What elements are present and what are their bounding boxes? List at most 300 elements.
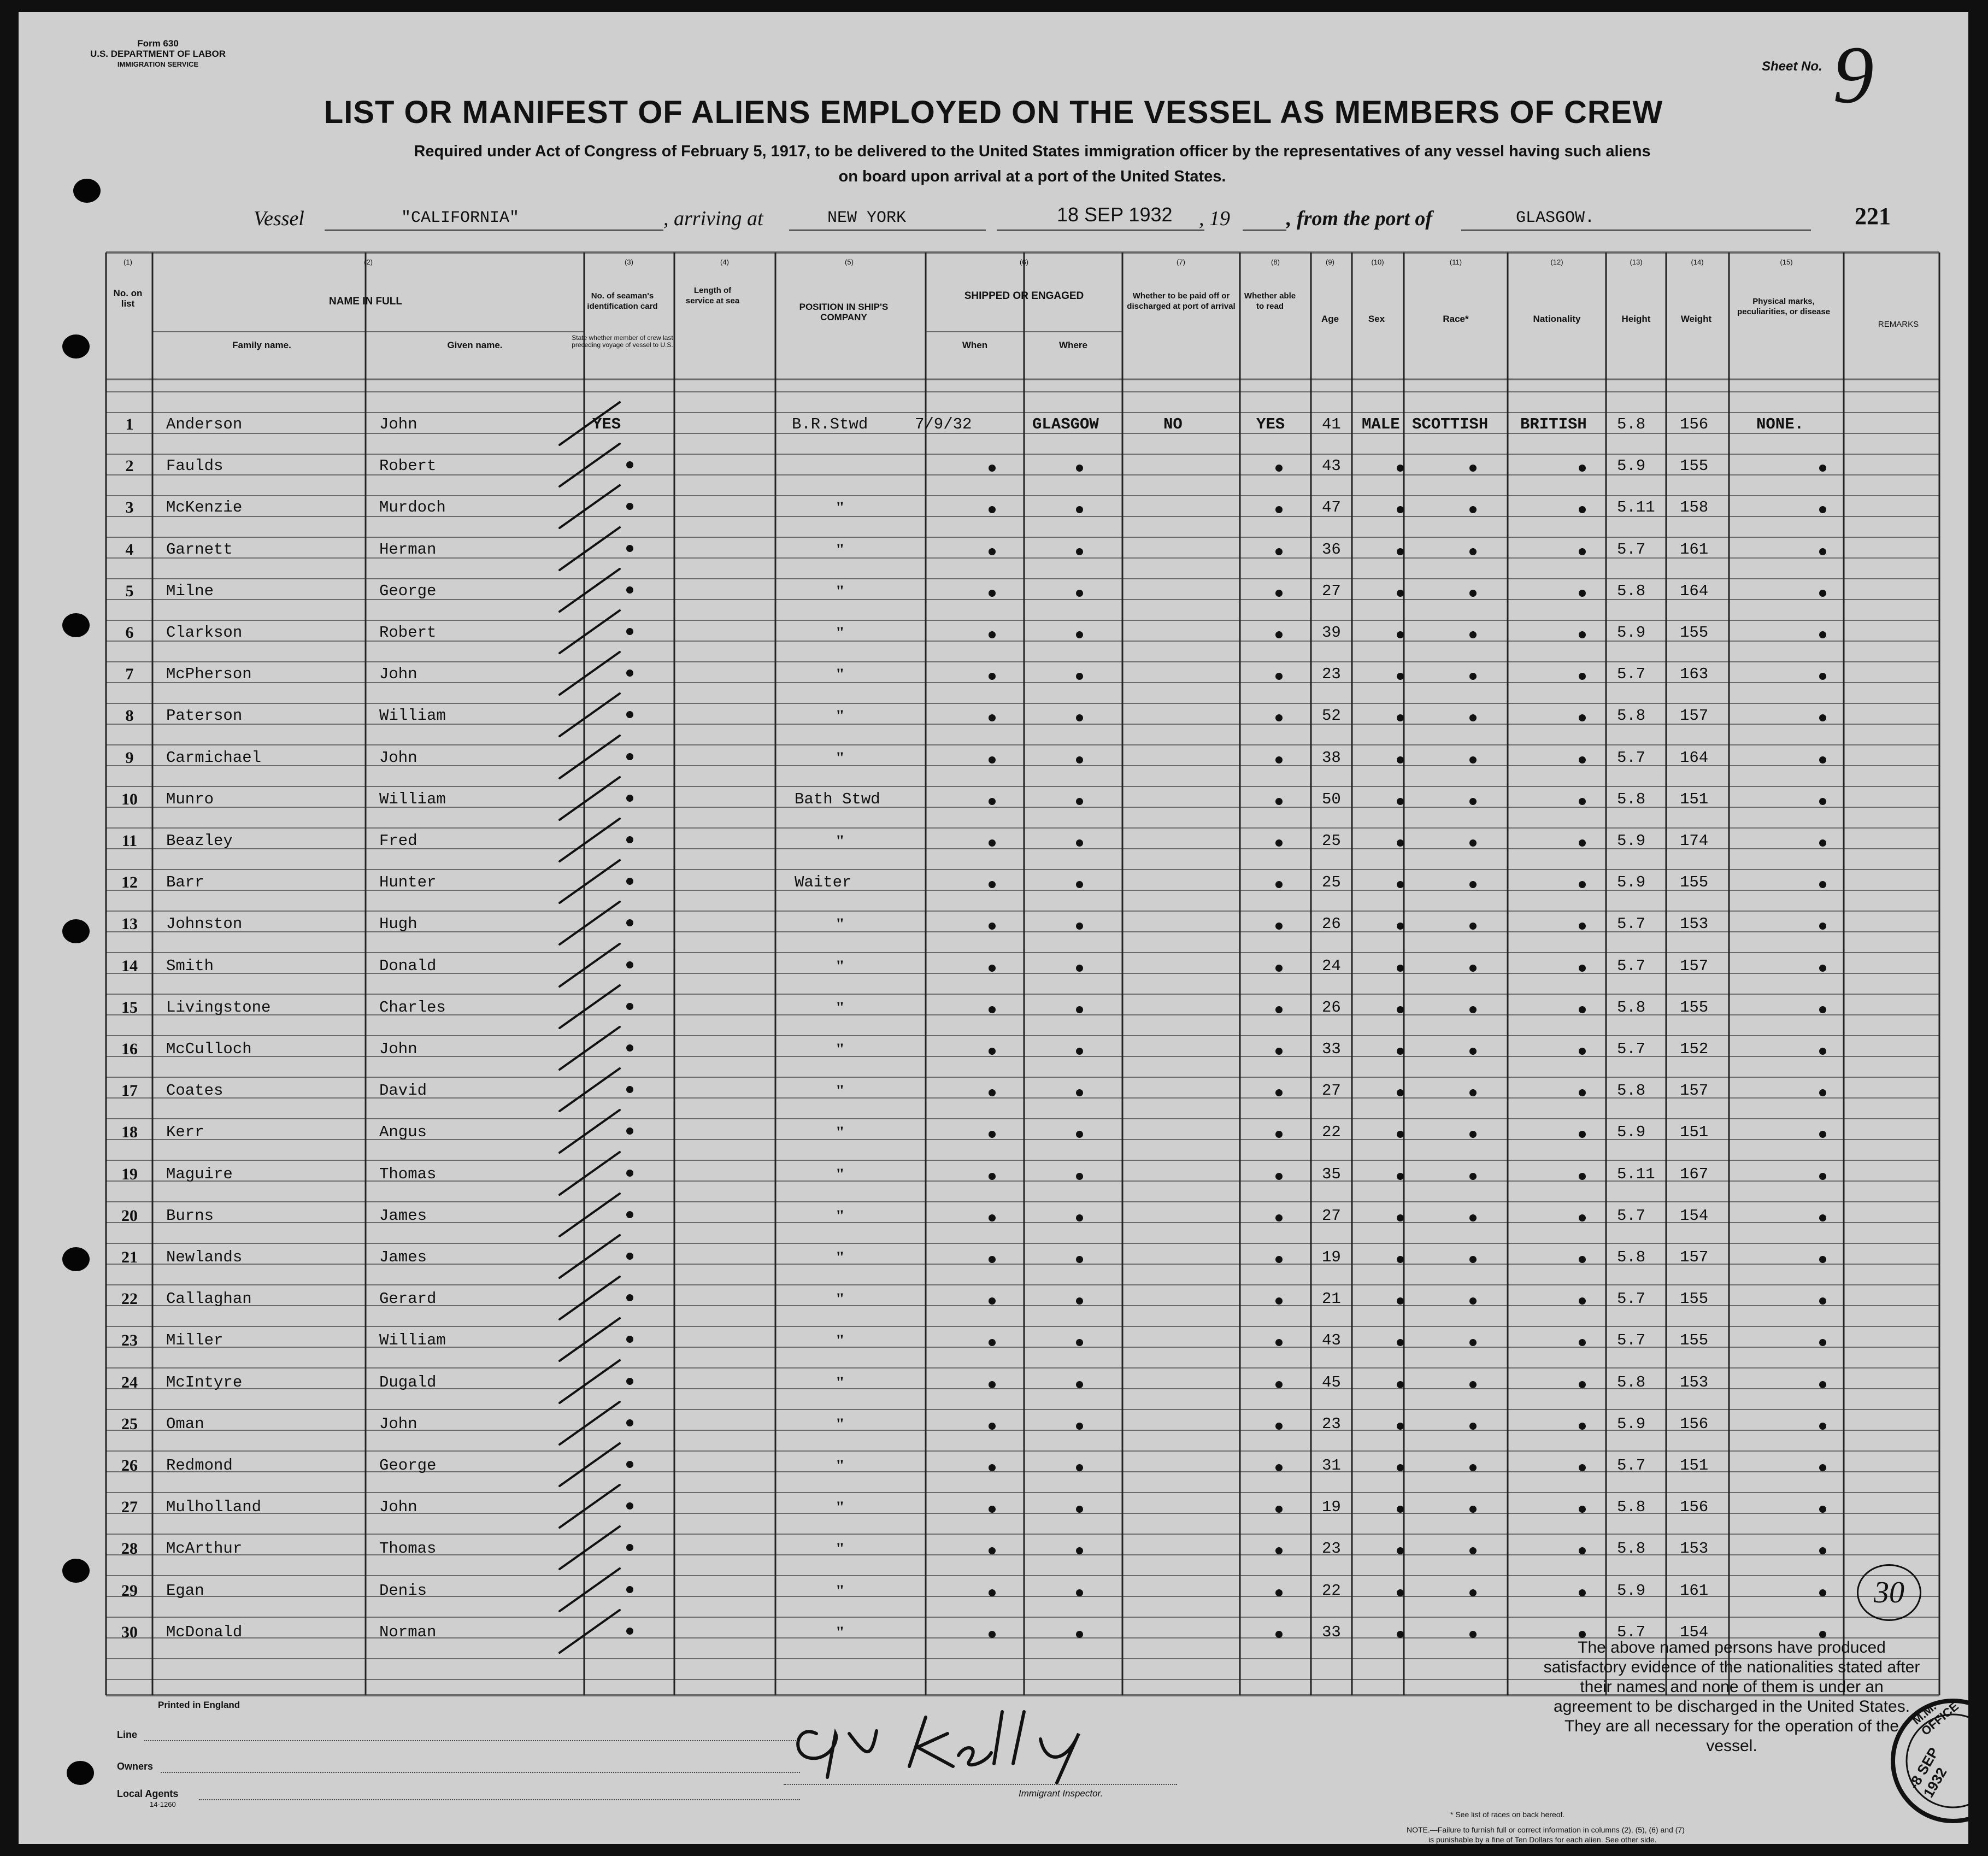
ditto-mark	[1819, 673, 1826, 680]
age: 22	[1322, 1582, 1341, 1600]
check-mark	[560, 1526, 620, 1569]
weight: 157	[1680, 957, 1709, 975]
ditto-mark	[626, 1628, 633, 1635]
ditto-mark	[1819, 839, 1826, 847]
sheet-number-value: 9	[1833, 30, 1874, 120]
family-name: Livingstone	[166, 999, 271, 1017]
ditto-mark	[626, 878, 633, 885]
position-ditto: "	[836, 582, 845, 600]
subtitle-line-1: Required under Act of Congress of February 5, 1917, to be delivered to the United States immigration officer by the representatives of any vessel having such aliens	[414, 143, 1651, 160]
ditto-mark	[1397, 1506, 1404, 1513]
ditto-mark	[1579, 1048, 1586, 1055]
family-name: Burns	[166, 1207, 214, 1225]
ditto-mark	[1397, 1173, 1404, 1180]
first-when-value: 7/9/32	[915, 415, 972, 433]
ditto-mark	[1076, 965, 1083, 972]
ditto-mark	[1275, 1256, 1283, 1263]
ditto-mark	[1076, 1048, 1083, 1055]
ditto-mark	[1469, 1006, 1477, 1013]
ditto-mark	[989, 1506, 996, 1513]
ditto-mark	[1076, 923, 1083, 930]
height: 5.7	[1617, 1623, 1646, 1641]
ditto-mark	[989, 1547, 996, 1554]
ditto-mark	[1275, 756, 1283, 763]
ditto-mark	[989, 1006, 996, 1013]
form-number: Form 630	[137, 38, 179, 49]
ditto-mark	[1076, 1089, 1083, 1096]
row-number: 21	[121, 1248, 138, 1266]
check-mark	[560, 485, 620, 528]
manifest-number: 221	[1855, 203, 1891, 230]
ditto-mark	[1076, 548, 1083, 555]
check-mark	[560, 610, 620, 653]
given-name: Robert	[379, 624, 437, 642]
row-number: 10	[121, 790, 138, 808]
height: 5.7	[1617, 915, 1646, 933]
position-ditto: "	[836, 1582, 845, 1600]
ditto-mark	[1469, 1506, 1477, 1513]
check-mark	[560, 1569, 620, 1611]
ditto-mark	[1819, 506, 1826, 513]
ditto-mark	[1397, 1297, 1404, 1305]
first-where-value: GLASGOW	[1032, 415, 1099, 433]
position-ditto: "	[836, 541, 845, 559]
ditto-mark	[1579, 1131, 1586, 1138]
ditto-mark	[1076, 1381, 1083, 1388]
check-mark	[560, 1360, 620, 1403]
row-number: 18	[121, 1123, 138, 1141]
given-name: Dugald	[379, 1373, 437, 1391]
age: 25	[1322, 832, 1341, 850]
ditto-mark	[1275, 590, 1283, 597]
check-mark	[560, 1610, 620, 1653]
family-name: Beazley	[166, 832, 233, 850]
ditto-mark	[626, 753, 633, 760]
ditto-mark	[1076, 1339, 1083, 1346]
ditto-mark	[1397, 1256, 1404, 1263]
arrival-date-stamp: 18 SEP 1932	[1057, 203, 1173, 226]
given-name: William	[379, 707, 446, 725]
ditto-mark	[989, 465, 996, 472]
check-mark	[560, 1110, 620, 1153]
header-height: Height	[1621, 314, 1651, 324]
ditto-mark	[1397, 1589, 1404, 1596]
subtitle-line-2: on board upon arrival at a port of the United States.	[838, 168, 1226, 185]
row-number: 26	[121, 1456, 138, 1475]
weight: 174	[1680, 832, 1709, 850]
from-port-label: , from the port of	[1286, 207, 1433, 230]
weight: 157	[1680, 1248, 1709, 1266]
ditto-mark	[1819, 798, 1826, 805]
family-name: Redmond	[166, 1456, 233, 1475]
given-name: Thomas	[379, 1165, 437, 1183]
ditto-mark	[989, 1048, 996, 1055]
column-number: (12)	[1550, 258, 1563, 266]
position-ditto: "	[836, 1415, 845, 1433]
ditto-mark	[989, 923, 996, 930]
weight: 151	[1680, 1123, 1709, 1141]
ditto-mark	[626, 1253, 633, 1260]
family-name: Newlands	[166, 1248, 243, 1266]
weight: 164	[1680, 749, 1709, 767]
ditto-mark	[989, 1297, 996, 1305]
weight: 157	[1680, 1082, 1709, 1100]
ditto-mark	[626, 919, 633, 926]
height: 5.7	[1617, 1207, 1646, 1225]
ditto-mark	[1469, 881, 1477, 888]
weight: 161	[1680, 541, 1709, 559]
ditto-mark	[1076, 798, 1083, 805]
check-mark	[560, 1318, 620, 1361]
age: 45	[1322, 1373, 1341, 1391]
height: 5.9	[1617, 1123, 1646, 1141]
given-name: John	[379, 749, 417, 767]
ditto-mark	[1397, 714, 1404, 721]
height: 5.7	[1617, 1040, 1646, 1058]
position-ditto: "	[836, 707, 845, 725]
ditto-mark	[1397, 1631, 1404, 1638]
ditto-mark	[1076, 631, 1083, 638]
ditto-mark	[1076, 1464, 1083, 1471]
check-mark	[560, 1194, 620, 1236]
column-number: (6)	[1020, 258, 1028, 266]
ditto-mark	[1579, 1089, 1586, 1096]
family-name: Garnett	[166, 541, 233, 559]
page-title: LIST OR MANIFEST OF ALIENS EMPLOYED ON THE VESSEL AS MEMBERS OF CREW	[324, 95, 1663, 130]
height: 5.8	[1617, 1498, 1646, 1516]
ditto-mark	[1275, 923, 1283, 930]
ditto-mark	[1076, 881, 1083, 888]
height: 5.8	[1617, 582, 1646, 600]
ditto-mark	[1275, 1048, 1283, 1055]
ditto-mark	[1397, 756, 1404, 763]
position-ditto: "	[836, 665, 845, 683]
from-port-value: GLASGOW.	[1516, 209, 1595, 227]
ditto-mark	[1397, 1381, 1404, 1388]
ditto-mark	[1579, 1173, 1586, 1180]
ditto-mark	[1469, 1339, 1477, 1346]
row-number: 16	[121, 1040, 138, 1058]
weight: 151	[1680, 1456, 1709, 1475]
ditto-mark	[1275, 1631, 1283, 1638]
service-name: IMMIGRATION SERVICE	[117, 60, 199, 68]
ditto-mark	[626, 1378, 633, 1385]
owners-label: Owners	[117, 1761, 154, 1772]
position-ditto: "	[836, 1373, 845, 1391]
ditto-mark	[1819, 1506, 1826, 1513]
ditto-mark	[1579, 590, 1586, 597]
given-name: William	[379, 1331, 446, 1349]
ditto-mark	[1819, 1131, 1826, 1138]
fine-note-1: NOTE.—Failure to furnish full or correct information in columns (2), (5), (6) and (7)	[1407, 1825, 1685, 1834]
ditto-mark	[1076, 465, 1083, 472]
ditto-mark	[1819, 1173, 1826, 1180]
header-length-service: Length of service at sea	[685, 286, 740, 306]
ditto-mark	[1579, 465, 1586, 472]
given-name: Angus	[379, 1123, 427, 1141]
height: 5.8	[1617, 1248, 1646, 1266]
manifest-sheet	[19, 12, 1968, 1844]
column-number: (2)	[364, 258, 373, 266]
family-name: Anderson	[166, 415, 243, 433]
ditto-mark	[1076, 1173, 1083, 1180]
vessel-value: "CALIFORNIA"	[401, 209, 520, 227]
weight: 156	[1680, 415, 1709, 433]
ditto-mark	[989, 1631, 996, 1638]
column-number: (5)	[845, 258, 854, 266]
ditto-mark	[1397, 1464, 1404, 1471]
ditto-mark	[1275, 965, 1283, 972]
check-mark	[560, 1485, 620, 1528]
ditto-mark	[626, 545, 633, 552]
ditto-mark	[989, 965, 996, 972]
ditto-mark	[1579, 1339, 1586, 1346]
header-given-name: Given name.	[447, 340, 503, 350]
row-number: 5	[125, 582, 134, 600]
header-where: Where	[1059, 340, 1087, 350]
ditto-mark	[1469, 1089, 1477, 1096]
ditto-mark	[626, 461, 633, 468]
column-number: (7)	[1177, 258, 1185, 266]
age: 27	[1322, 1207, 1341, 1225]
row-number: 4	[125, 541, 134, 559]
given-name: George	[379, 1456, 437, 1475]
ditto-mark	[1579, 923, 1586, 930]
height: 5.7	[1617, 749, 1646, 767]
row-number: 17	[121, 1082, 138, 1100]
column-number: (14)	[1691, 258, 1704, 266]
given-name: Donald	[379, 957, 437, 975]
row-number: 15	[121, 999, 138, 1017]
age: 41	[1322, 415, 1341, 433]
first-position-value: B.R.Stwd	[792, 415, 868, 433]
ditto-mark	[1076, 1214, 1083, 1221]
ditto-mark	[1819, 1089, 1826, 1096]
ditto-mark	[626, 1044, 633, 1052]
ditto-mark	[626, 1170, 633, 1177]
age: 19	[1322, 1248, 1341, 1266]
ditto-mark	[626, 711, 633, 718]
ditto-mark	[1469, 631, 1477, 638]
weight: 156	[1680, 1415, 1709, 1433]
ditto-mark	[1819, 1631, 1826, 1638]
ditto-mark	[1076, 839, 1083, 847]
ditto-mark	[1397, 548, 1404, 555]
first-seaman-value: YES	[592, 415, 621, 433]
age: 27	[1322, 582, 1341, 600]
ditto-mark	[1819, 881, 1826, 888]
height: 5.8	[1617, 707, 1646, 725]
check-mark	[560, 902, 620, 944]
age: 26	[1322, 999, 1341, 1017]
ditto-mark	[1819, 714, 1826, 721]
printed-in: Printed in England	[158, 1700, 240, 1710]
age: 19	[1322, 1498, 1341, 1516]
given-name: Gerard	[379, 1290, 437, 1308]
position-ditto: "	[836, 832, 845, 850]
ditto-mark	[1469, 1381, 1477, 1388]
check-mark	[560, 985, 620, 1028]
ditto-mark	[989, 1256, 996, 1263]
ditto-mark	[989, 673, 996, 680]
weight: 167	[1680, 1165, 1709, 1183]
height: 5.7	[1617, 957, 1646, 975]
ditto-mark	[989, 1131, 996, 1138]
ditto-mark	[626, 1003, 633, 1010]
position-ditto: "	[836, 1123, 845, 1141]
first-physical-value: NONE.	[1756, 415, 1804, 433]
ditto-mark	[1275, 881, 1283, 888]
row-number: 6	[125, 624, 134, 642]
ditto-mark	[1819, 756, 1826, 763]
row-number: 13	[121, 915, 138, 933]
position-ditto: "	[836, 957, 845, 975]
height: 5.7	[1617, 541, 1646, 559]
age: 43	[1322, 457, 1341, 475]
ditto-mark	[989, 548, 996, 555]
ditto-mark	[1275, 798, 1283, 805]
ditto-mark	[1397, 881, 1404, 888]
ditto-mark	[1076, 1423, 1083, 1430]
position-ditto: "	[836, 1498, 845, 1516]
row-number: 28	[121, 1540, 138, 1558]
ditto-mark	[1275, 1297, 1283, 1305]
height: 5.8	[1617, 1373, 1646, 1391]
height: 5.8	[1617, 790, 1646, 808]
row-number: 23	[121, 1331, 138, 1349]
ditto-mark	[1076, 1631, 1083, 1638]
age: 23	[1322, 665, 1341, 683]
weight: 155	[1680, 873, 1709, 891]
ditto-mark	[989, 1423, 996, 1430]
ditto-mark	[626, 836, 633, 843]
check-mark	[560, 736, 620, 778]
races-note: * See list of races on back hereof.	[1450, 1810, 1565, 1819]
family-name: McCulloch	[166, 1040, 252, 1058]
check-mark	[560, 1402, 620, 1444]
ditto-mark	[1397, 1048, 1404, 1055]
position-ditto: "	[836, 1623, 845, 1641]
given-name: John	[379, 1498, 417, 1516]
age: 38	[1322, 749, 1341, 767]
check-mark	[560, 694, 620, 736]
first-race-value: SCOTTISH	[1412, 415, 1489, 433]
ditto-mark	[1819, 1339, 1826, 1346]
column-number: (11)	[1449, 258, 1462, 266]
ditto-mark	[1579, 714, 1586, 721]
position-ditto: "	[836, 915, 845, 933]
given-name: Fred	[379, 832, 417, 850]
age: 24	[1322, 957, 1341, 975]
family-name: Miller	[166, 1331, 223, 1349]
sheet-number-label: Sheet No.	[1762, 59, 1822, 74]
age: 25	[1322, 873, 1341, 891]
age: 23	[1322, 1415, 1341, 1433]
local-agents-label: Local Agents	[117, 1788, 179, 1799]
ditto-mark	[1819, 590, 1826, 597]
ditto-mark	[1579, 756, 1586, 763]
age: 33	[1322, 1623, 1341, 1641]
row-number: 9	[125, 749, 134, 767]
row-number: 12	[121, 873, 138, 891]
year-label: , 19	[1199, 207, 1230, 230]
ditto-mark	[1819, 548, 1826, 555]
column-number: (10)	[1371, 258, 1384, 266]
column-number: (13)	[1630, 258, 1643, 266]
ditto-mark	[1469, 673, 1477, 680]
ditto-mark	[1275, 1173, 1283, 1180]
arriving-label: , arriving at	[663, 207, 763, 230]
ditto-mark	[1819, 1048, 1826, 1055]
given-name: Thomas	[379, 1540, 437, 1558]
header-position: POSITION IN SHIP'S COMPANY	[799, 302, 889, 322]
ditto-mark	[1819, 1381, 1826, 1388]
header-sex: Sex	[1368, 314, 1385, 324]
ditto-mark	[1397, 1006, 1404, 1013]
ditto-mark	[626, 1586, 633, 1593]
given-name: John	[379, 1040, 417, 1058]
weight: 157	[1680, 707, 1709, 725]
ditto-mark	[1579, 506, 1586, 513]
ditto-mark	[1469, 1464, 1477, 1471]
family-name: Callaghan	[166, 1290, 252, 1308]
ditto-mark	[1579, 1381, 1586, 1388]
family-name: Kerr	[166, 1123, 204, 1141]
check-mark	[560, 860, 620, 903]
given-name: Murdoch	[379, 498, 446, 516]
ditto-mark	[1579, 1006, 1586, 1013]
ditto-mark	[989, 714, 996, 721]
ditto-mark	[1469, 1589, 1477, 1596]
ditto-mark	[1469, 923, 1477, 930]
ditto-mark	[1819, 631, 1826, 638]
row-number: 14	[121, 957, 138, 975]
ditto-mark	[1819, 1464, 1826, 1471]
column-number: (15)	[1780, 258, 1793, 266]
height: 5.11	[1617, 498, 1655, 516]
ditto-mark	[1579, 798, 1586, 805]
ditto-mark	[1275, 548, 1283, 555]
ditto-mark	[1275, 1131, 1283, 1138]
ditto-mark	[1579, 881, 1586, 888]
line-label: Line	[117, 1729, 138, 1740]
weight: 161	[1680, 1582, 1709, 1600]
stamp-office: M.M. OFFICE	[1909, 1699, 1961, 1738]
ditto-mark	[626, 628, 633, 635]
ditto-mark	[989, 1214, 996, 1221]
ditto-mark	[1275, 1339, 1283, 1346]
height: 5.7	[1617, 1331, 1646, 1349]
ditto-mark	[1397, 1339, 1404, 1346]
position-ditto: "	[836, 1540, 845, 1558]
weight: 156	[1680, 1498, 1709, 1516]
ditto-mark	[1579, 1506, 1586, 1513]
ditto-mark	[626, 1086, 633, 1093]
position-ditto: "	[836, 624, 845, 642]
height: 5.9	[1617, 1415, 1646, 1433]
ditto-mark	[1819, 465, 1826, 472]
row-number: 29	[121, 1582, 138, 1600]
family-name: Smith	[166, 957, 214, 975]
ditto-mark	[626, 1544, 633, 1551]
ditto-mark	[1469, 756, 1477, 763]
given-name: Norman	[379, 1623, 437, 1641]
row-number: 2	[125, 457, 134, 475]
ditto-mark	[989, 798, 996, 805]
column-number: (9)	[1326, 258, 1334, 266]
ditto-mark	[1076, 590, 1083, 597]
given-name: Robert	[379, 457, 437, 475]
